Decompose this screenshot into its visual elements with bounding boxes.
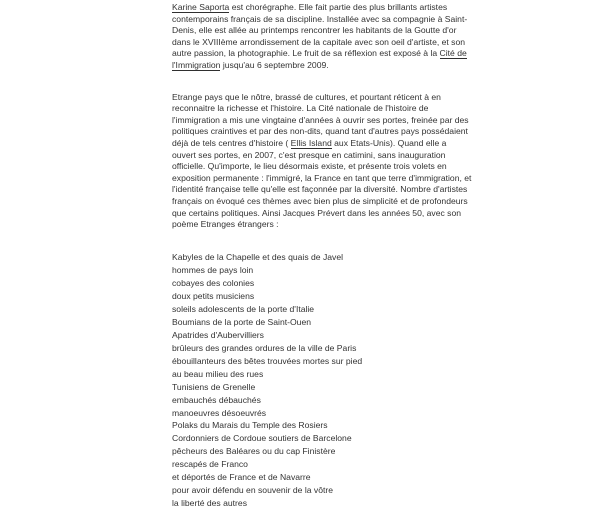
poem-line: hommes de pays loin: [172, 264, 254, 275]
poem-line: brûleurs des grandes ordures de la ville de Paris: [172, 342, 357, 353]
history-paragraph: [172, 92, 472, 231]
article-body: [172, 0, 472, 510]
cite-immigration-link[interactable]: Cité de l'Immigration: [172, 48, 467, 70]
history-text-b: aux Etats-Unis). Quand elle a ouvert ses portes, en 2007, c'est presque en catimini, sans inauguration officielle. Qu'importe, le lieu désormais existe, et présente trois volets en exposition permanente : l'immigré, la France en tant que terre d'immigration, et l'identité française telle qu'elle est façonnée par la diversité. Nombre d'artistes français on évoqué ces thèmes avec bien plus de simplicité et de profondeurs que certains politiques. Ainsi Jacques Prévert dans les années 50, avec son poème Etranges étrangers :: [172, 137, 472, 230]
poem-line: pêcheurs des Baléares ou du cap Finistère: [172, 446, 336, 457]
poem-line: Kabyles de la Chapelle et des quais de Javel: [172, 251, 344, 262]
ellis-island-link[interactable]: Ellis Island: [290, 137, 332, 148]
intro-paragraph: [172, 2, 472, 72]
poem-line: rescapés de Franco: [172, 459, 248, 470]
poem-line: Boumians de la porte de Saint-Ouen: [172, 316, 312, 327]
poem-line: la liberté des autres: [172, 498, 247, 509]
poem-line: Polaks du Marais du Temple des Rosiers: [172, 420, 328, 431]
karine-saporta-link[interactable]: Karine Saporta: [172, 2, 230, 12]
poem-line: pour avoir défendu en souvenir de la vôtre: [172, 485, 333, 496]
history-text-a: Etrange pays que le nôtre, brassé de cultures, et pourtant réticent à en reconnaitre la richesse et l'histoire. La Cité nationale de l'histoire de l'immigration a mis une vingtaine d'années à ouvrir ses portes, freinée par des politiques craintives et par des non-dits, quand tant d'autres pays possédaient déjà de tels centres d'histoire (: [172, 91, 469, 148]
poem: [172, 251, 472, 510]
poem-line: manoeuvres désoeuvrés: [172, 407, 267, 418]
intro-text-b: jusqu'au 6 septembre 2009.: [220, 59, 329, 70]
poem-line: Cordonniers de Cordoue soutiers de Barcelone: [172, 433, 352, 444]
poem-line: soleils adolescents de la porte d'Italie: [172, 303, 315, 314]
poem-line: au beau milieu des rues: [172, 368, 264, 379]
poem-line: Apatrides d'Aubervilliers: [172, 329, 264, 340]
poem-line: ébouillanteurs des bêtes trouvées mortes sur pied: [172, 355, 363, 366]
poem-line: doux petits musiciens: [172, 290, 255, 301]
poem-line: Tunisiens de Grenelle: [172, 381, 256, 392]
poem-line: cobayes des colonies: [172, 277, 255, 288]
poem-line: embauchés débauchés: [172, 394, 261, 405]
poem-line: et déportés de France et de Navarre: [172, 472, 311, 483]
intro-text-a: est chorégraphe. Elle fait partie des plus brillants artistes contemporains français de sa discipline. Installée avec sa compagnie à Saint-Denis, elle est allée au printemps rencontrer les habitants de la Goutte d'or dans le XVIIIème arrondissement de la capitale avec son oeil d'artiste, et son autre passion, la photographie. Le fruit de sa réflexion est exposé à la: [172, 2, 468, 59]
